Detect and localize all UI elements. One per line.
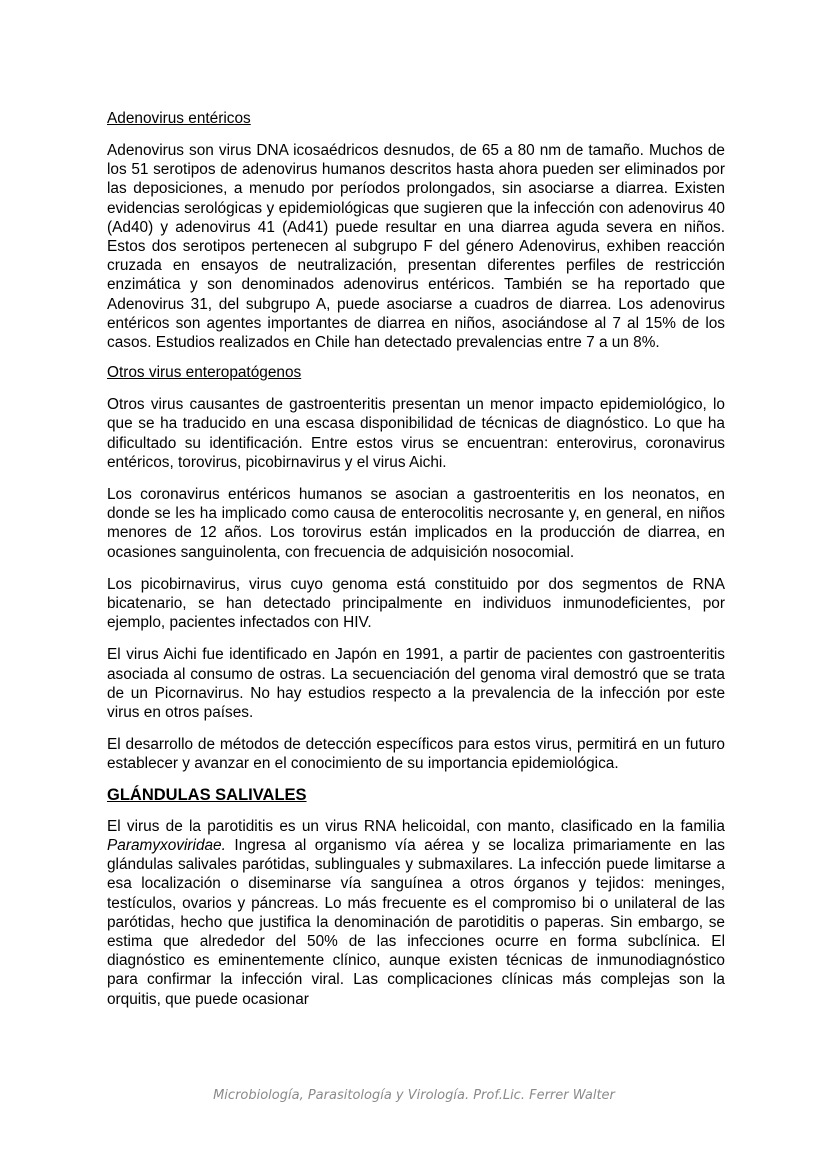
paragraph-adenovirus: Adenovirus son virus DNA icosaédricos desnudos, de 65 a 80 nm de tamaño. Muchos de los 51 serotipos de adenovirus humanos descritos hasta ahora pueden ser eliminados por las deposiciones, a menudo por períodos prolongados, sin asociarse a diarrea. Existen evidencias serológicas y epidemiológicas que sugieren que la infección con adenovirus 40 (Ad40) y adenovirus 41 (Ad41) puede resultar en una diarrea aguda severa en niños. Estos dos serotipos pertenecen al subgrupo F del género Adenovirus, exhiben reacción cruzada en ensayos de neutralización, presentan diferentes perfiles de restricción enzimática y son denominados adenovirus entéricos. También se ha reportado que Adenovirus 31, del subgrupo A, puede asociarse a cuadros de diarrea. Los adenovirus entéricos son agentes importantes de diarrea en niños, asociándose al 7 al 15% de los casos. Estudios realizados en Chile han detectado prevalencias entre 7 a un 8%. bbox=[107, 142, 725, 352]
section-heading-otros-virus: Otros virus enteropatógenos bbox=[107, 364, 302, 382]
paragraph-parotiditis-start: El virus de la parotiditis es un virus RNA helicoidal, con manto, clasificado en la familia bbox=[107, 817, 725, 835]
paragraph-picobirnavirus: Los picobirnavirus, virus cuyo genoma está constituido por dos segmentos de RNA bicatenario, se han detectado principalmente en individuos inmunodeficientes, por ejemplo, pacientes infectados con HIV. bbox=[107, 575, 725, 632]
section-heading-glandulas-salivales: GLÁNDULAS SALIVALES bbox=[107, 785, 307, 804]
section-heading-adenovirus: Adenovirus entéricos bbox=[107, 110, 251, 127]
paragraph-desarrollo: El desarrollo de métodos de detección específicos para estos virus, permitirá en un futuro establecer y avanzar en el conocimiento de su importancia epidemiológica. bbox=[107, 736, 725, 773]
paramyxoviridae-term: Paramyxoviridae. bbox=[107, 836, 226, 854]
paragraph-coronavirus: Los coronavirus entéricos humanos se asocian a gastroenteritis en los neonatos, en donde se les ha implicado como causa de enterocolitis necrosante y, en general, en niños menores de 12 años. Los torovirus están implicados en la producción de diarrea, en ocasiones sanguinolenta, con frecuencia de adquisición nosocomial. bbox=[107, 486, 725, 561]
paragraph-otros-virus-intro: Otros virus causantes de gastroenteritis presentan un menor impacto epidemiológico, lo que se ha traducido en una escasa disponibilidad de técnicas de diagnóstico. Lo que ha dificultado su identificación. Entre estos virus se encuentran: enterovirus, coronavirus entéricos, torovirus, picobirnavirus y el virus Aichi. bbox=[107, 396, 725, 471]
paragraph-aichi: El virus Aichi fue identificado en Japón en 1991, a partir de pacientes con gastroenteritis asociada al consumo de ostras. La secuenciación del genoma viral demostró que se trata de un Picornavirus. No hay estudios respecto a la prevalencia de la infección por este virus en otros países. bbox=[107, 646, 725, 722]
paragraph-parotiditis bbox=[107, 817, 725, 1009]
page-footer: Microbiología, Parasitología y Virología. Prof.Lic. Ferrer Walter bbox=[213, 1088, 615, 1103]
document-body bbox=[107, 109, 725, 1022]
paragraph-parotiditis-rest: Ingresa al organismo vía aérea y se localiza primariamente en las glándulas salivales parótidas, sublinguales y submaxilares. La infección puede limitarse a esa localización o diseminarse vía sanguínea a otros órganos y tejidos: meninges, testículos, ovarios y páncreas. Lo más frecuente es el compromiso bi o unilateral de las parótidas, hecho que justifica la denominación de parotiditis o paperas. Sin embargo, se estima que alrededor del 50% de las infecciones ocurre en forma subclínica. El diagnóstico es eminentemente clínico, aunque existen técnicas de inmunodiagnóstico para confirmar la infección viral. Las complicaciones clínicas más complejas son la orquitis, que puede ocasionar bbox=[107, 836, 725, 1008]
